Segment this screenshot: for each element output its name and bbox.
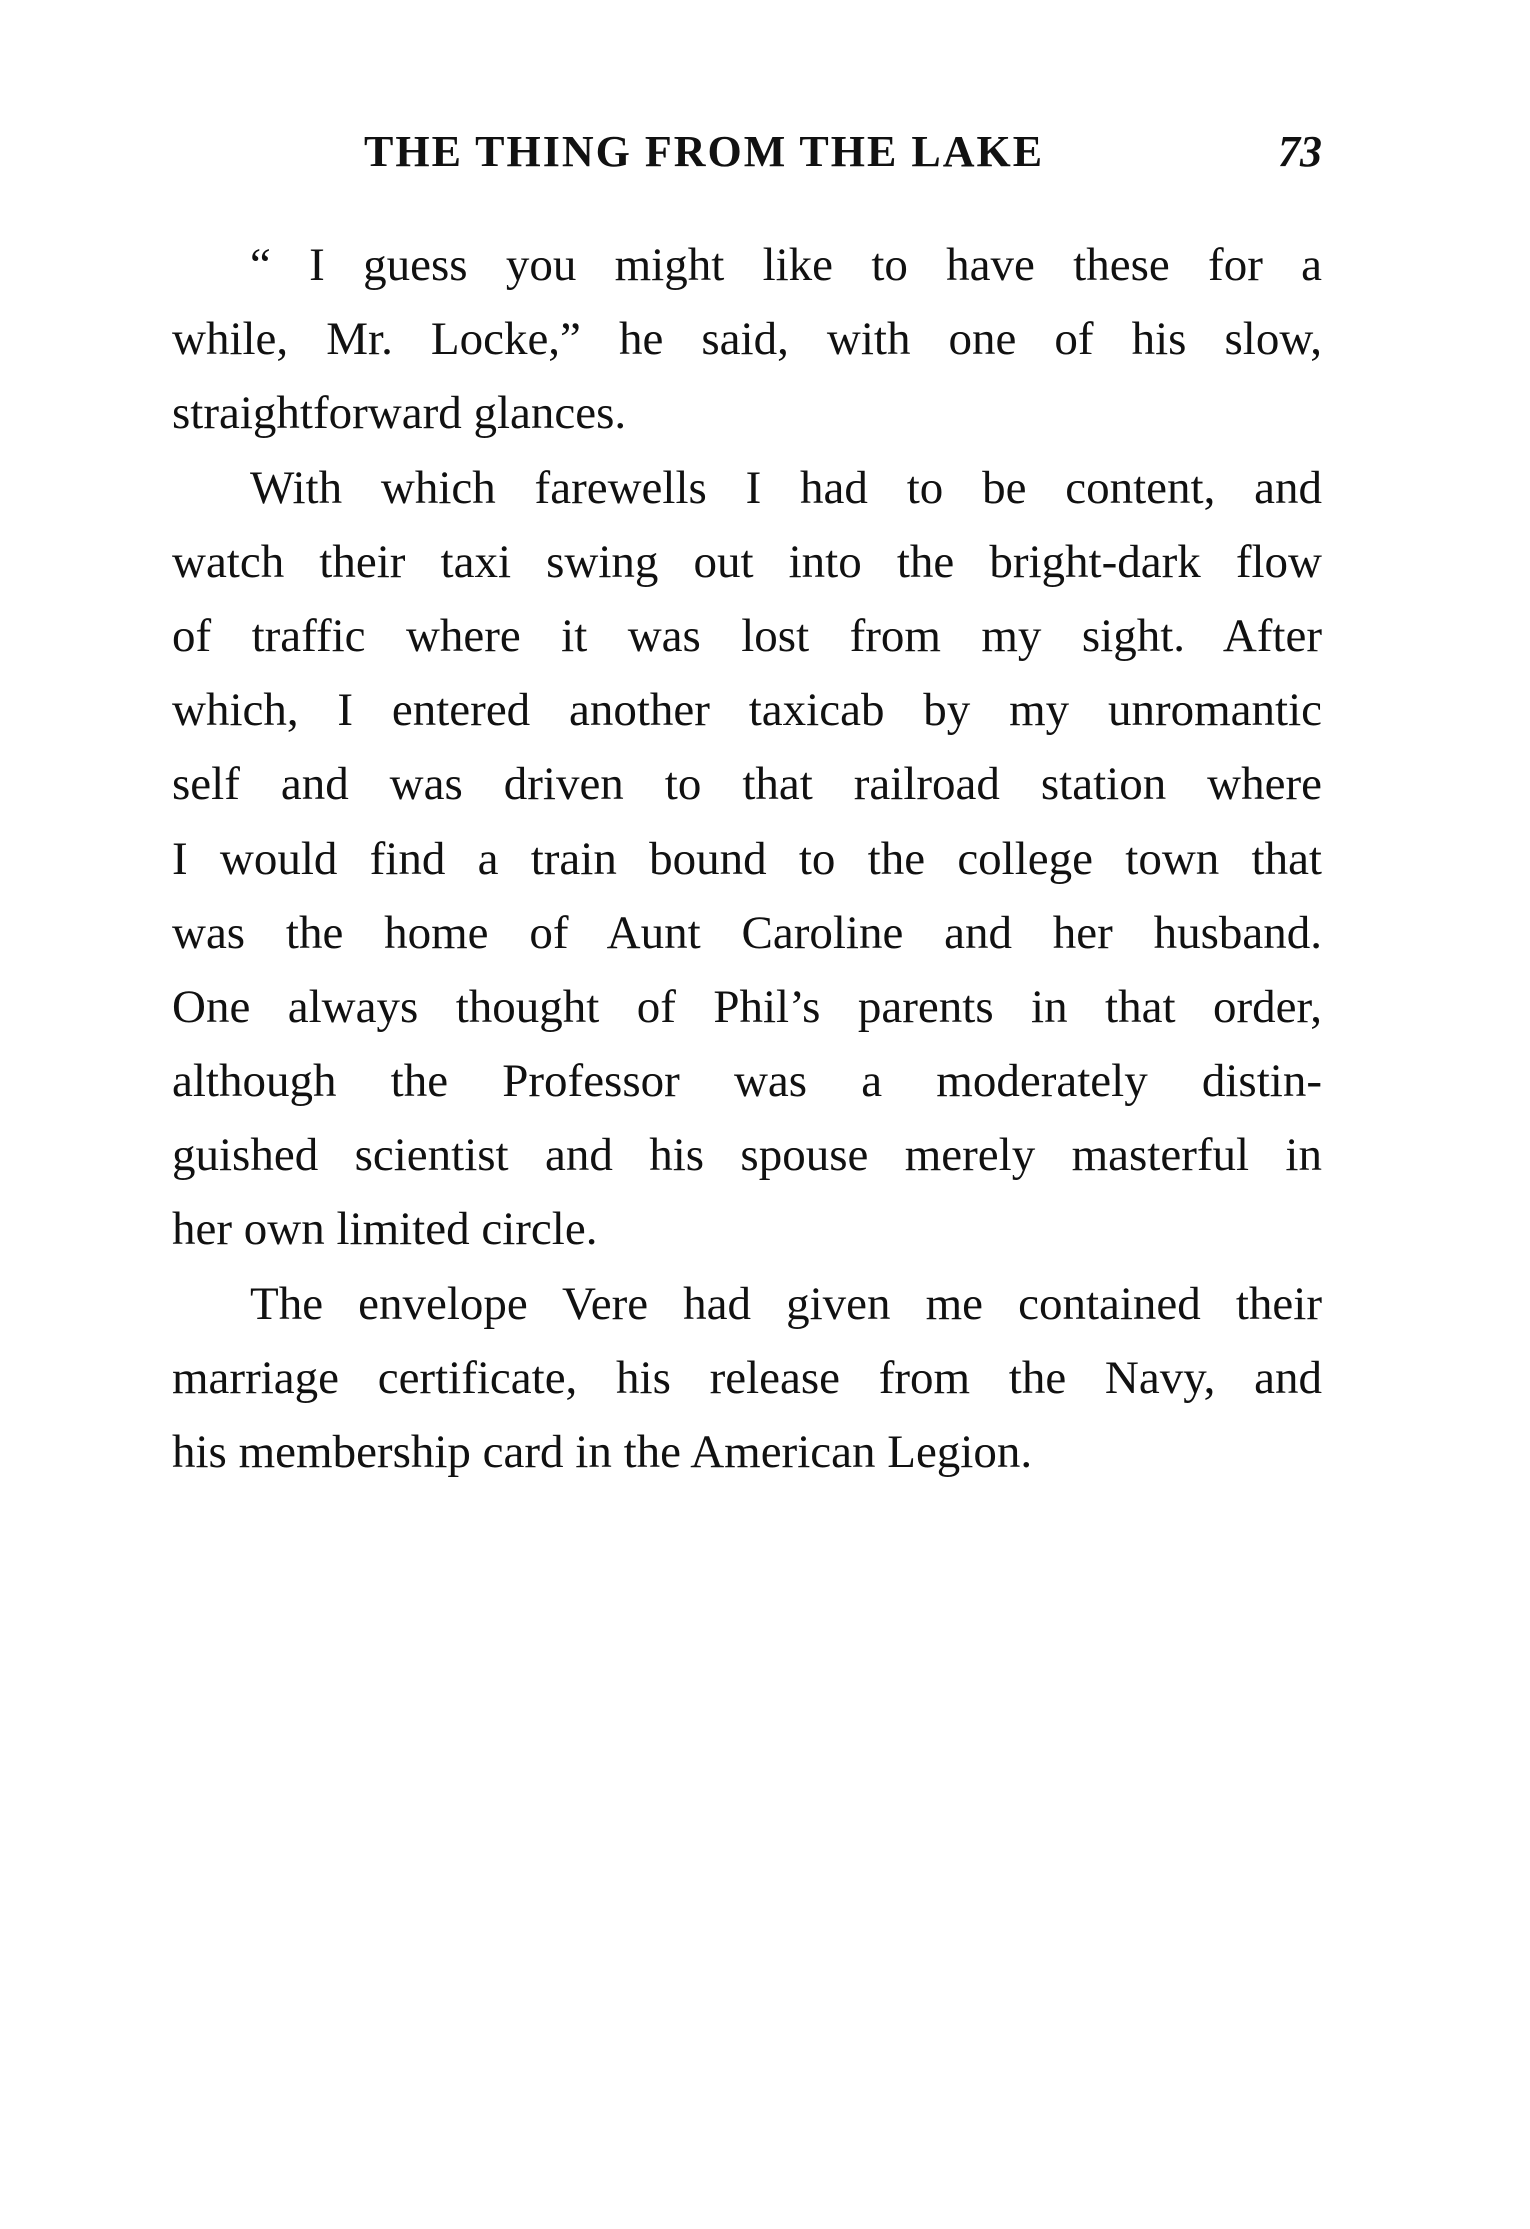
page-number: 73 [1278,127,1322,176]
text-line: The envelope Vere had given me contained their [250,1277,1322,1330]
text-line: guished scientist and his spouse merely masterful in [172,1129,1322,1182]
paragraph-2 [172,451,1322,1267]
text-line: which, I entered another taxicab by my unromantic [172,684,1322,737]
paragraph-1 [172,228,1322,451]
text-line: self and was driven to that railroad station where [172,758,1322,811]
text-line: was the home of Aunt Caroline and her husband. [172,906,1322,959]
running-title: THE THING FROM THE LAKE [364,127,1045,176]
text-line: her own limited circle. [172,1203,598,1256]
text-line: watch their taxi swing out into the bright-dark flow [172,535,1322,588]
text-line: marriage certificate, his release from the Navy, and [172,1351,1322,1404]
text-line: I would find a train bound to the college town that [172,832,1322,885]
text-line: With which farewells I had to be content, and [250,461,1322,514]
running-head [172,122,1322,182]
text-line: One always thought of Phil’s parents in that order, [172,980,1322,1033]
paragraph-3 [172,1267,1322,1490]
text-line: “ I guess you might like to have these for a [250,239,1322,291]
text-line: of traffic where it was lost from my sight. After [172,609,1322,662]
body-text [172,228,1322,1489]
text-line: while, Mr. Locke,” he said, with one of his slow, [172,313,1322,366]
text-line: his membership card in the American Legion. [172,1426,1033,1478]
text-line: although the Professor was a moderately distin- [172,1055,1322,1108]
text-line: straightforward glances. [172,387,627,440]
